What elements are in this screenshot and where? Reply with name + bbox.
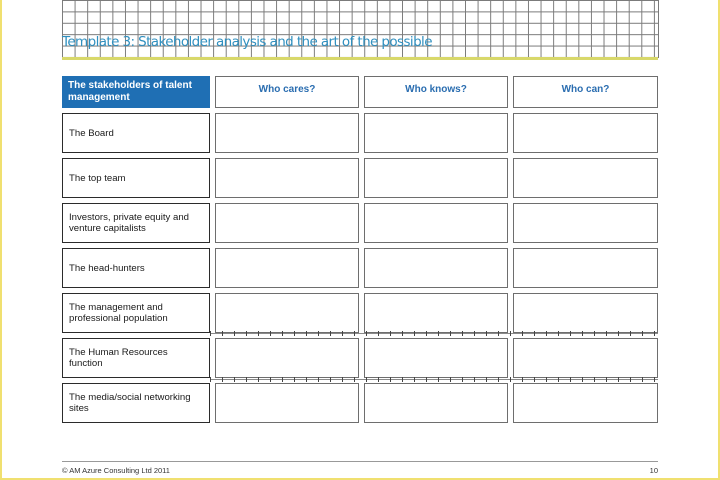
stakeholders-column-header [62,76,210,108]
input-cell-the-board-who-can[interactable] [513,113,658,153]
row-label-text: The media/social networking sites [69,392,191,414]
input-cell-management-who-knows[interactable] [364,293,508,333]
page-number: 10 [649,466,658,475]
input-cell-investors-who-can[interactable] [513,203,658,243]
row-label-text: The Board [69,127,114,139]
column-header-label: Who cares? [258,83,316,95]
input-cell-management-who-can[interactable] [513,293,658,333]
frame-edge-left [0,0,2,480]
column-header-label: Who can? [561,83,610,95]
row-label-head-hunters [62,248,210,288]
input-cell-top-team-who-knows[interactable] [364,158,508,198]
row-label-text: The top team [69,172,126,184]
input-cell-media-social-who-cares[interactable] [215,383,359,423]
column-header-who-knows [364,76,508,108]
input-cell-the-board-who-cares[interactable] [215,113,359,153]
row-label-text: The management and professional population [69,302,168,324]
row-label-top-team [62,158,210,198]
input-cell-media-social-who-can[interactable] [513,383,658,423]
input-cell-human-resources-who-can[interactable] [513,338,658,378]
row-label-text: The Human Resources function [69,347,168,369]
input-cell-media-social-who-knows[interactable] [364,383,508,423]
row-label-text: The head-hunters [69,262,145,274]
input-cell-top-team-who-can[interactable] [513,158,658,198]
input-cell-human-resources-who-knows[interactable] [364,338,508,378]
tick-strip-upper [210,331,658,336]
header-accent-rule [62,57,658,60]
row-label-human-resources [62,338,210,378]
tick-strip-lower [210,377,658,382]
column-header-label: Who knows? [405,83,467,95]
row-label-media-social [62,383,210,423]
input-cell-head-hunters-who-can[interactable] [513,248,658,288]
stakeholders-header-label: The stakeholders of talent management [68,80,192,103]
input-cell-human-resources-who-cares[interactable] [215,338,359,378]
row-label-management [62,293,210,333]
input-cell-investors-who-cares[interactable] [215,203,359,243]
footer-copyright: © AM Azure Consulting Ltd 2011 [62,466,170,475]
page-title: Template 3: Stakeholder analysis and the art of the possible [62,34,432,50]
row-label-investors [62,203,210,243]
row-label-text: Investors, private equity and venture capitalists [69,212,189,234]
input-cell-investors-who-knows[interactable] [364,203,508,243]
row-label-the-board [62,113,210,153]
input-cell-head-hunters-who-knows[interactable] [364,248,508,288]
column-header-who-cares [215,76,359,108]
footer-rule [62,461,658,462]
column-header-who-can [513,76,658,108]
input-cell-head-hunters-who-cares[interactable] [215,248,359,288]
input-cell-the-board-who-knows[interactable] [364,113,508,153]
input-cell-top-team-who-cares[interactable] [215,158,359,198]
input-cell-management-who-cares[interactable] [215,293,359,333]
